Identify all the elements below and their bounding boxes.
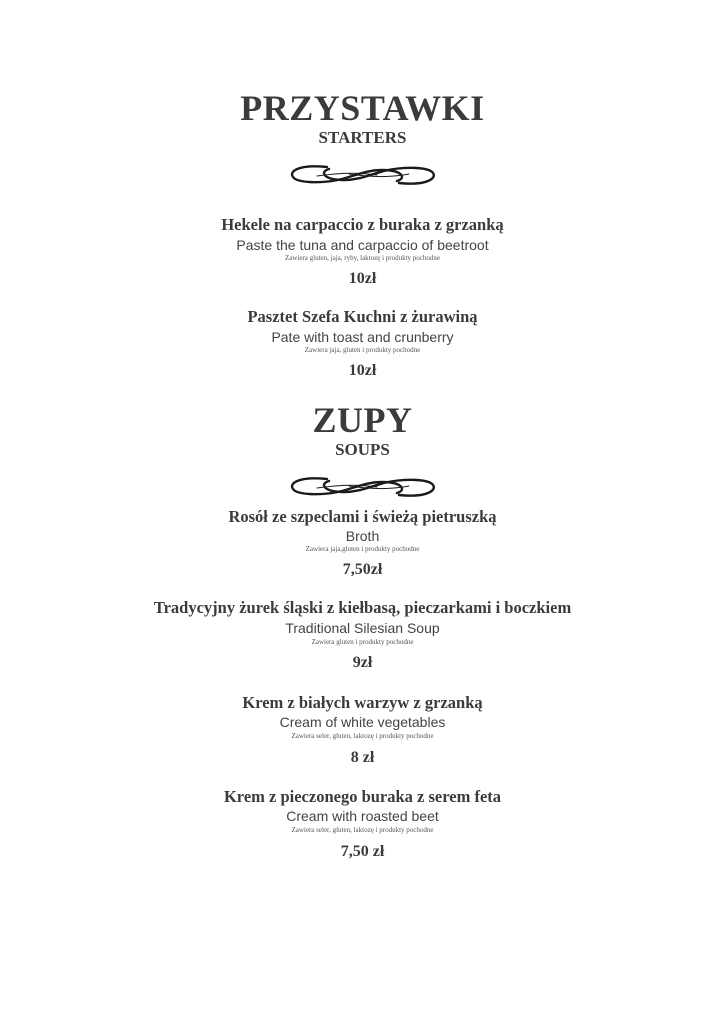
dish-allergens: Zawiera seler, gluten, laktozę i produkty pochodne [291,826,434,834]
dish-allergens: Zawiera jaja, gluten i produkty pochodne [304,346,421,354]
dish-name-en: Pate with toast and crunberry [271,329,454,345]
dish-price: 8 zł [350,749,375,766]
dish-price: 7,50 zł [340,843,385,860]
dish-name-en: Broth [345,528,380,544]
dish-name-pl: Tradycyjny żurek śląski z kiełbasą, pieczarkami i boczkiem [153,598,572,617]
flourish-divider-icon [287,472,439,502]
dish-name-en: Traditional Silesian Soup [285,620,440,636]
dish-price: 10zł [348,270,377,287]
dish-allergens: Zawiera gluten, jaja, ryby, laktozę i produkty pochodne [284,254,441,262]
dish-name-pl: Krem z pieczonego buraka z serem feta [223,787,502,806]
dish-allergens: Zawiera jaja,gluten i produkty pochodne [305,545,420,553]
section-title-soups: ZUPY [312,400,413,440]
dish-name-pl: Krem z białych warzyw z grzanką [242,693,483,712]
dish-name-en: Cream with roasted beet [286,808,439,824]
dish-price: 7,50zł [342,561,383,578]
dish-name-en: Paste the tuna and carpaccio of beetroot [236,237,489,253]
section-title-starters: PRZYSTAWKI [240,88,485,128]
section-subtitle-soups: SOUPS [335,440,390,459]
dish-allergens: Zawiera seler, gluten, laktozę i produkty pochodne [291,732,434,740]
flourish-divider-icon [287,160,439,190]
section-subtitle-starters: STARTERS [318,128,407,147]
dish-allergens: Zawiera gluten i produkty pochodne [311,638,414,646]
dish-name-pl: Pasztet Szefa Kuchni z żurawiną [247,307,478,326]
dish-name-pl: Hekele na carpaccio z buraka z grzanką [221,215,504,234]
dish-name-en: Cream of white vegetables [279,714,446,730]
dish-price: 9zł [352,654,373,671]
dish-name-pl: Rosół ze szpeclami i świeżą pietruszką [228,507,497,526]
dish-price: 10zł [348,362,377,379]
